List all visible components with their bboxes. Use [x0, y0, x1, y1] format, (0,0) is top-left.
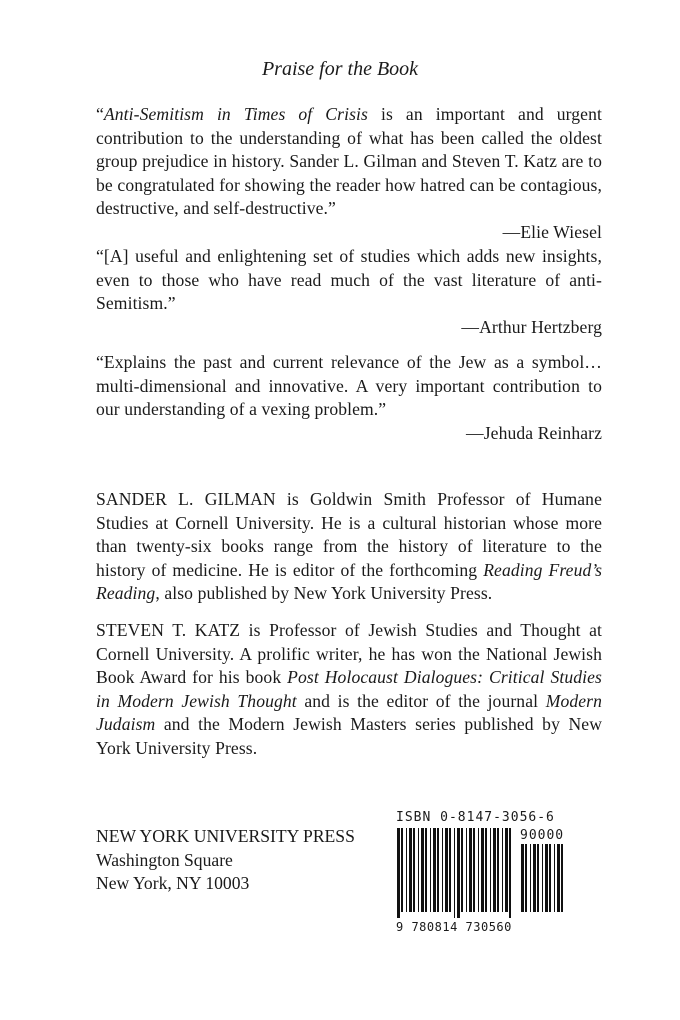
praise-heading: Praise for the Book: [261, 58, 419, 80]
quote-jehuda-reinharz: [96, 351, 602, 445]
addon-number: 90000: [520, 828, 565, 843]
bio-steven-katz: [96, 619, 602, 760]
quote-attribution: —Arthur Hertzberg: [461, 316, 602, 337]
quote-open-mark: “: [96, 104, 104, 124]
isbn-number: ISBN 0-8147-3056-6: [396, 810, 555, 825]
addon-barcode: [520, 828, 568, 918]
ean-number: 9 780814 730560: [396, 920, 512, 934]
barcode-bars-row: [396, 828, 572, 934]
quote-elie-wiesel: [96, 103, 602, 244]
bio-text: , also published by New York University Press.: [155, 583, 493, 603]
book-title: Anti-Semitism in Times of Crisis: [103, 104, 368, 124]
ean-barcode-graphic: [396, 828, 514, 918]
bio-text: SANDER L. GILMAN is Goldwin Smith Professor of Humane Studies at Cornell University. He is a cultural historian whose more than twenty-six books range from the history of literature to the history of medicine. He is editor of the forthcoming: [96, 489, 602, 580]
bio-book-title: Reading Freud’s Reading: [96, 559, 603, 603]
quote-body: is an important and urgent contribution to the understanding of what has been called the oldest group prejudice in history. Sander L. Gilman and Steven T. Katz are to be congratulated for showing the reader how hatred can be contagious, destructive, and self-destructive.”: [96, 104, 602, 218]
bio-book-title: Post Holocaust Dialogues: Critical Studies in Modern Jewish Thought: [96, 667, 602, 711]
bio-journal-title: Modern Judaism: [96, 690, 602, 734]
ean-barcode: [396, 828, 514, 934]
bio-sander-gilman: [96, 488, 602, 606]
publisher-address-line1: Washington Square: [96, 849, 233, 870]
bio-text: STEVEN T. KATZ is Professor of Jewish Studies and Thought at Cornell University. A prolific writer, he has won the National Jewish Book Award for his book: [96, 620, 602, 687]
quote-text: “Explains the past and current relevance of the Jew as a symbol… multi-dimensional and innovative. A very important contribution to our understanding of a vexing problem.”: [96, 352, 602, 419]
quote-arthur-hertzberg: [96, 245, 602, 339]
quote-attribution: —Jehuda Reinharz: [466, 422, 602, 443]
bio-text: and is the editor of the journal: [296, 690, 546, 711]
publisher-address-line2: New York, NY 10003: [96, 873, 250, 893]
publisher-name: NEW YORK UNIVERSITY PRESS: [96, 826, 355, 846]
barcode-block: [396, 810, 572, 934]
publisher-block: [96, 825, 355, 896]
bio-text: and the Modern Jewish Masters series published by New York University Press.: [96, 714, 602, 758]
quote-text: [96, 103, 602, 221]
quote-text: “[A] useful and enlightening set of studies which adds new insights, even to those who have read much of the vast literature of anti-Semitism.”: [96, 246, 602, 313]
quote-attribution: —Elie Wiesel: [502, 221, 602, 242]
addon-barcode-graphic: [520, 844, 568, 918]
